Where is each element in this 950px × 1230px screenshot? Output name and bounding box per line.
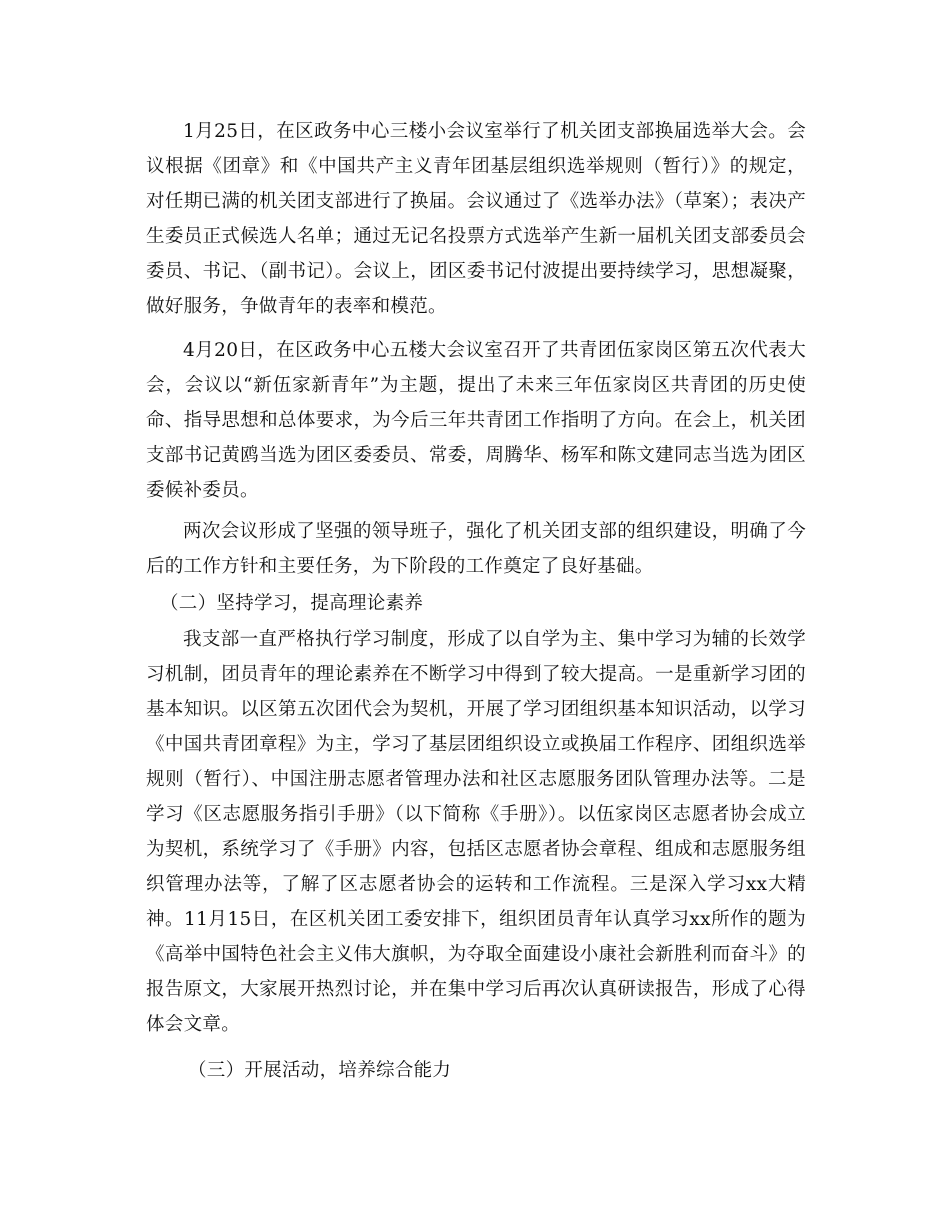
paragraph-summary: 两次会议形成了坚强的领导班子，强化了机关团支部的组织建设，明确了今后的工作方针和主要任务，为下阶段的工作奠定了良好基础。 (146, 521, 806, 577)
section-heading-study: （二）坚持学习，提高理论素养 (160, 593, 424, 614)
paragraph-study: 我支部一直严格执行学习制度，形成了以自学为主、集中学习为辅的长效学习机制，团员青年的理论素养在不断学习中得到了较大提高。一是重新学习团的基本知识。以区第五次团代会为契机，开展了学习团组织基本知识活动，以学习《中国共青团章程》为主，学习了基层团组织设立或换届工作程序、团组织选举规则（暂行）、中国注册志愿者管理办法和社区志愿服务团队管理办法等。二是学习《区志愿服务指引手册》（以下简称《手册》）。以伍家岗区志愿者协会成立为契机，系统学习了《手册》内容，包括区志愿者协会章程、组成和志愿服务组织管理办法等，了解了区志愿者协会的运转和工作流程。三是深入学习xx大精神。11月15日，在区机关团工委安排下，组织团员青年认真学习xx所作的题为《高举中国特色社会主义伟大旗帜，为夺取全面建设小康社会新胜利而奋斗》的报告原文，大家展开热烈讨论，并在集中学习后再次认真研读报告，形成了心得体会文章。 (146, 629, 806, 1035)
paragraph-congress: 4月20日，在区政务中心五楼大会议室召开了共青团伍家岗区第五次代表大会，会议以“新伍家新青年”为主题，提出了未来三年伍家岗区共青团的历史使命、指导思想和总体要求，为今后三年共青团工作指明了方向。在会上，机关团支部书记黄鸥当选为团区委委员、常委，周腾华、杨军和陈文建同志当选为团区委候补委员。 (146, 340, 806, 501)
section-heading-activities: （三）开展活动，培养综合能力 (188, 1060, 452, 1081)
paragraph-election-meeting: 1月25日，在区政务中心三楼小会议室举行了机关团支部换届选举大会。会议根据《团章》和《中国共产主义青年团基层组织选举规则（暂行）》的规定，对任期已满的机关团支部进行了换届。会议通过了《选举办法》（草案）；表决产生委员正式候选人名单；通过无记名投票方式选举产生新一届机关团支部委员会委员、书记、（副书记）。会议上，团区委书记付波提出要持续学习，思想凝聚，做好服务，争做青年的表率和模范。 (146, 121, 806, 317)
